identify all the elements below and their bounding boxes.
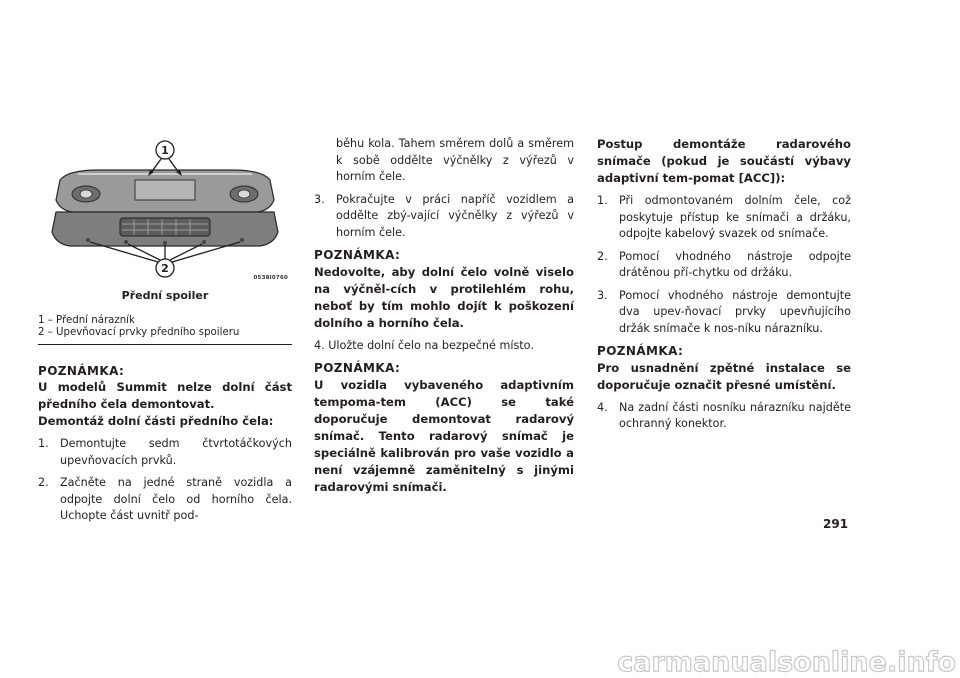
step-list <box>314 192 574 242</box>
watermark-logo <box>575 641 960 678</box>
list-item <box>38 475 292 525</box>
step-number: 3. <box>314 192 325 206</box>
step-number: 3. <box>597 288 608 302</box>
step-text: Při odmontovaném dolním čele, což poskytuje přístup ke snímači a držáku, odpojte kabelový svazek od snímače. <box>619 194 851 240</box>
list-item <box>597 193 851 243</box>
note-body: U vozidla vybaveného adaptivním tempoma-tem (ACC) se také doporučuje demontovat radarový snímač. Tento radarový snímač je speciálně kalibrován pro vaše vozidlo a není vzájemně zaměnitelný s jinými radarovými snímači. <box>314 377 574 494</box>
note-body: Pro usnadnění zpětné instalace se doporučuje označit přesné umístění. <box>597 360 851 392</box>
step-text: Na zadní části nosníku nárazníku najděte ochranný konektor. <box>619 400 851 430</box>
callout-1-label: 1 <box>161 144 169 157</box>
page-number: 291 <box>823 517 849 531</box>
column-left <box>38 140 292 531</box>
legend-item-1: 1 – Přední nárazník <box>38 314 135 326</box>
column-middle <box>314 136 574 496</box>
list-item <box>597 400 851 433</box>
step-text: Začněte na jedné straně vozidla a odpojte dolní čelo od horního čela. Uchopte část uvnitř pod- <box>60 476 292 522</box>
note-body: Nedovolte, aby dolní čelo volně viselo na výčněl-cích v protilehlém rohu, neboť by tím mohlo dojít k poškození dolního a horního čela. <box>314 264 574 330</box>
list-item <box>38 436 292 469</box>
step-text: Pomocí vhodného nástroje odpojte drátěnou pří-chytku od držáku. <box>619 249 851 279</box>
step-list <box>597 193 851 337</box>
step-list <box>38 436 292 525</box>
figure-code: 0538I0760 <box>253 275 288 281</box>
list-item <box>597 288 851 338</box>
legend-item-2: 2 – Upevňovací prvky předního spoileru <box>38 327 240 338</box>
svg-text:carmanualsonline.info: carmanualsonline.info <box>617 647 956 678</box>
callout-2-label: 2 <box>161 262 169 275</box>
step-continuation: běhu kola. Tahem směrem dolů a směrem k sobě oddělte výčnělky z výřezů v horním čele. <box>336 137 574 183</box>
front-spoiler-figure <box>38 140 292 286</box>
step-number: 2. <box>597 249 608 263</box>
step-4: 4. Uložte dolní čelo na bezpečné místo. <box>314 338 534 352</box>
step-text: Pomocí vhodného nástroje demontujte dva upev-ňovací prvky upevňujícího držák snímače k nos-níku nárazníku. <box>619 288 851 335</box>
bumper-illustration <box>38 140 292 286</box>
divider <box>38 344 292 345</box>
step-text: Pokračujte v práci napříč vozidlem a oddělte zbý-vající výčnělky z výřezů v horním čele. <box>336 192 574 239</box>
step-number: 2. <box>38 476 49 489</box>
column-right <box>597 136 851 439</box>
note-heading: POZNÁMKA: <box>314 361 401 375</box>
step-list <box>597 400 851 433</box>
section-heading: Demontáž dolní části předního čela: <box>38 414 274 428</box>
figure-caption: Přední spoiler <box>121 289 209 302</box>
note-heading: POZNÁMKA: <box>597 344 684 358</box>
list-item <box>314 192 574 242</box>
note-heading: POZNÁMKA: <box>38 363 125 378</box>
step-number: 1. <box>597 194 608 207</box>
step-number: 1. <box>38 437 49 450</box>
step-text: Demontujte sedm čtvrtotáčkových upevňovacích prvků. <box>60 437 292 467</box>
figure-legend <box>38 315 292 340</box>
note-body: U modelů Summit nelze dolní část předního čela demontovat. <box>38 380 292 411</box>
section-heading: Postup demontáže radarového snímače (pokud je součástí výbavy adaptivní tem-pomat [ACC]): <box>597 137 851 185</box>
step-number: 4. <box>597 400 608 414</box>
note-heading: POZNÁMKA: <box>314 248 401 262</box>
list-item <box>597 249 851 282</box>
